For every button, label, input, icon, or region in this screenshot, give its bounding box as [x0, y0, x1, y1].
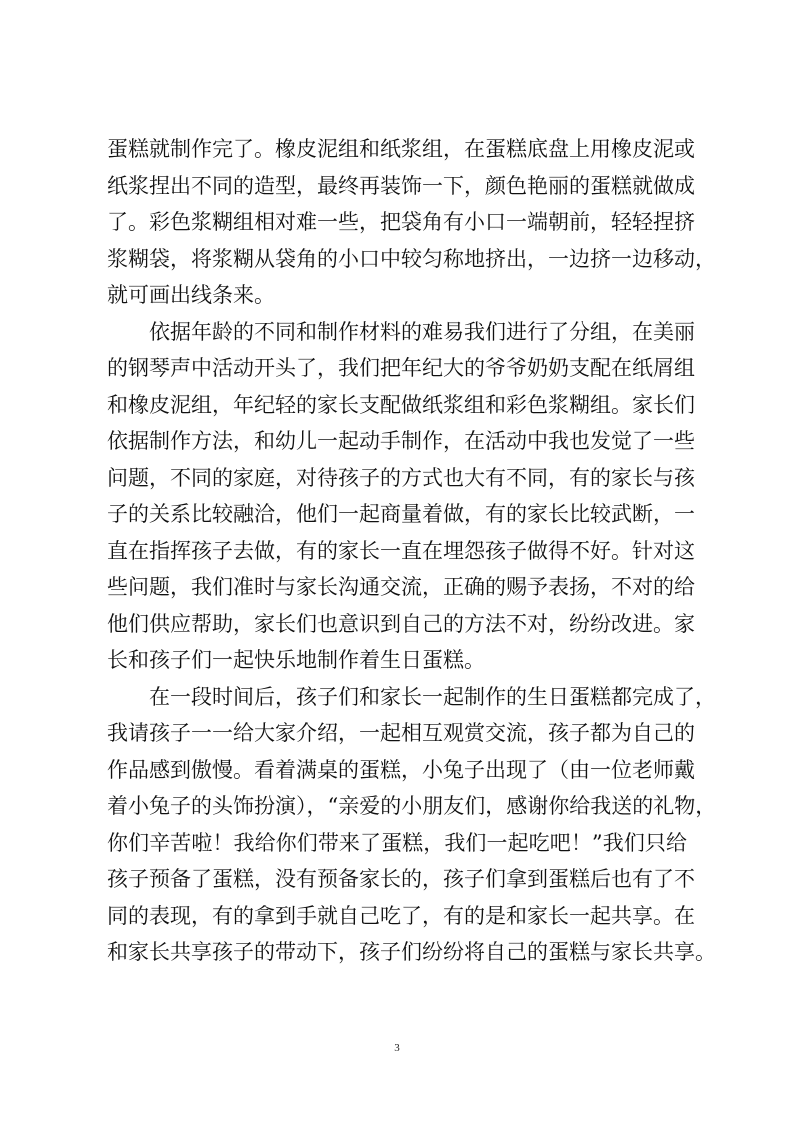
text-line: 和家长共享孩子的带动下，孩子们纷纷将自己的蛋糕与家长共享。	[107, 940, 716, 964]
text-line: 就可画出线条来。	[107, 283, 275, 307]
text-line: 我请孩子一一给大家介绍，一起相互观赏交流，孩子都为自己的	[107, 721, 695, 745]
text-line: 依据年龄的不同和制作材料的难易我们进行了分组，在美丽	[149, 319, 695, 344]
text-line: 着小兔子的头饰扮演），“亲爱的小朋友们，感谢你给我送的礼物，	[107, 794, 717, 818]
text-line: 孩子预备了蛋糕，没有预备家长的，孩子们拿到蛋糕后也有了不	[107, 867, 695, 891]
text-line: 纸浆捏出不同的造型，最终再装饰一下，颜色艳丽的蛋糕就做成	[107, 173, 695, 198]
text-line: 在一段时间后，孩子们和家长一起制作的生日蛋糕都完成了，	[149, 684, 716, 709]
text-line: 作品感到傲慢。看着满桌的蛋糕，小兔子出现了（由一位老师戴	[107, 757, 695, 782]
text-line: 同的表现，有的拿到手就自己吃了，有的是和家长一起共享。在	[107, 903, 695, 928]
text-line: 些问题，我们准时与家长沟通交流，正确的赐予表扬，不对的给	[107, 575, 695, 599]
paragraph	[107, 679, 717, 971]
page-number: 3	[394, 1042, 400, 1054]
text-line: 浆糊袋，将浆糊从袋角的小口中较匀称地挤出，一边挤一边移动，	[107, 246, 716, 271]
text-line: 问题，不同的家庭，对待孩子的方式也大有不同，有的家长与孩	[107, 465, 695, 490]
text-line: 了。彩色浆糊组相对难一些，把袋角有小口一端朝前，轻轻捏挤	[107, 210, 695, 234]
text-line: 他们供应帮助，家长们也意识到自己的方法不对，纷纷改进。家	[107, 611, 695, 636]
text-line: 的钢琴声中活动开头了，我们把年纪大的爷爷奶奶支配在纸屑组	[107, 356, 695, 380]
text-line: 和橡皮泥组，年纪轻的家长支配做纸浆组和彩色浆糊组。家长们	[107, 392, 695, 417]
text-line: 蛋糕就制作完了。橡皮泥组和纸浆组，在蛋糕底盘上用橡皮泥或	[107, 137, 695, 161]
text-line: 长和孩子们一起快乐地制作着生日蛋糕。	[107, 648, 485, 672]
paragraph	[107, 131, 716, 314]
text-line: 你们辛苦啦！我给你们带来了蛋糕，我们一起吃吧！”我们只给	[107, 830, 687, 855]
paragraph	[107, 314, 695, 679]
text-line: 子的关系比较融洽，他们一起商量着做，有的家长比较武断，一	[107, 502, 695, 526]
text-line: 直在指挥孩子去做，有的家长一直在埋怨孩子做得不好。针对这	[107, 538, 695, 563]
text-line: 依据制作方法，和幼儿一起动手制作，在活动中我也发觉了一些	[107, 429, 695, 453]
document-body	[107, 131, 717, 971]
